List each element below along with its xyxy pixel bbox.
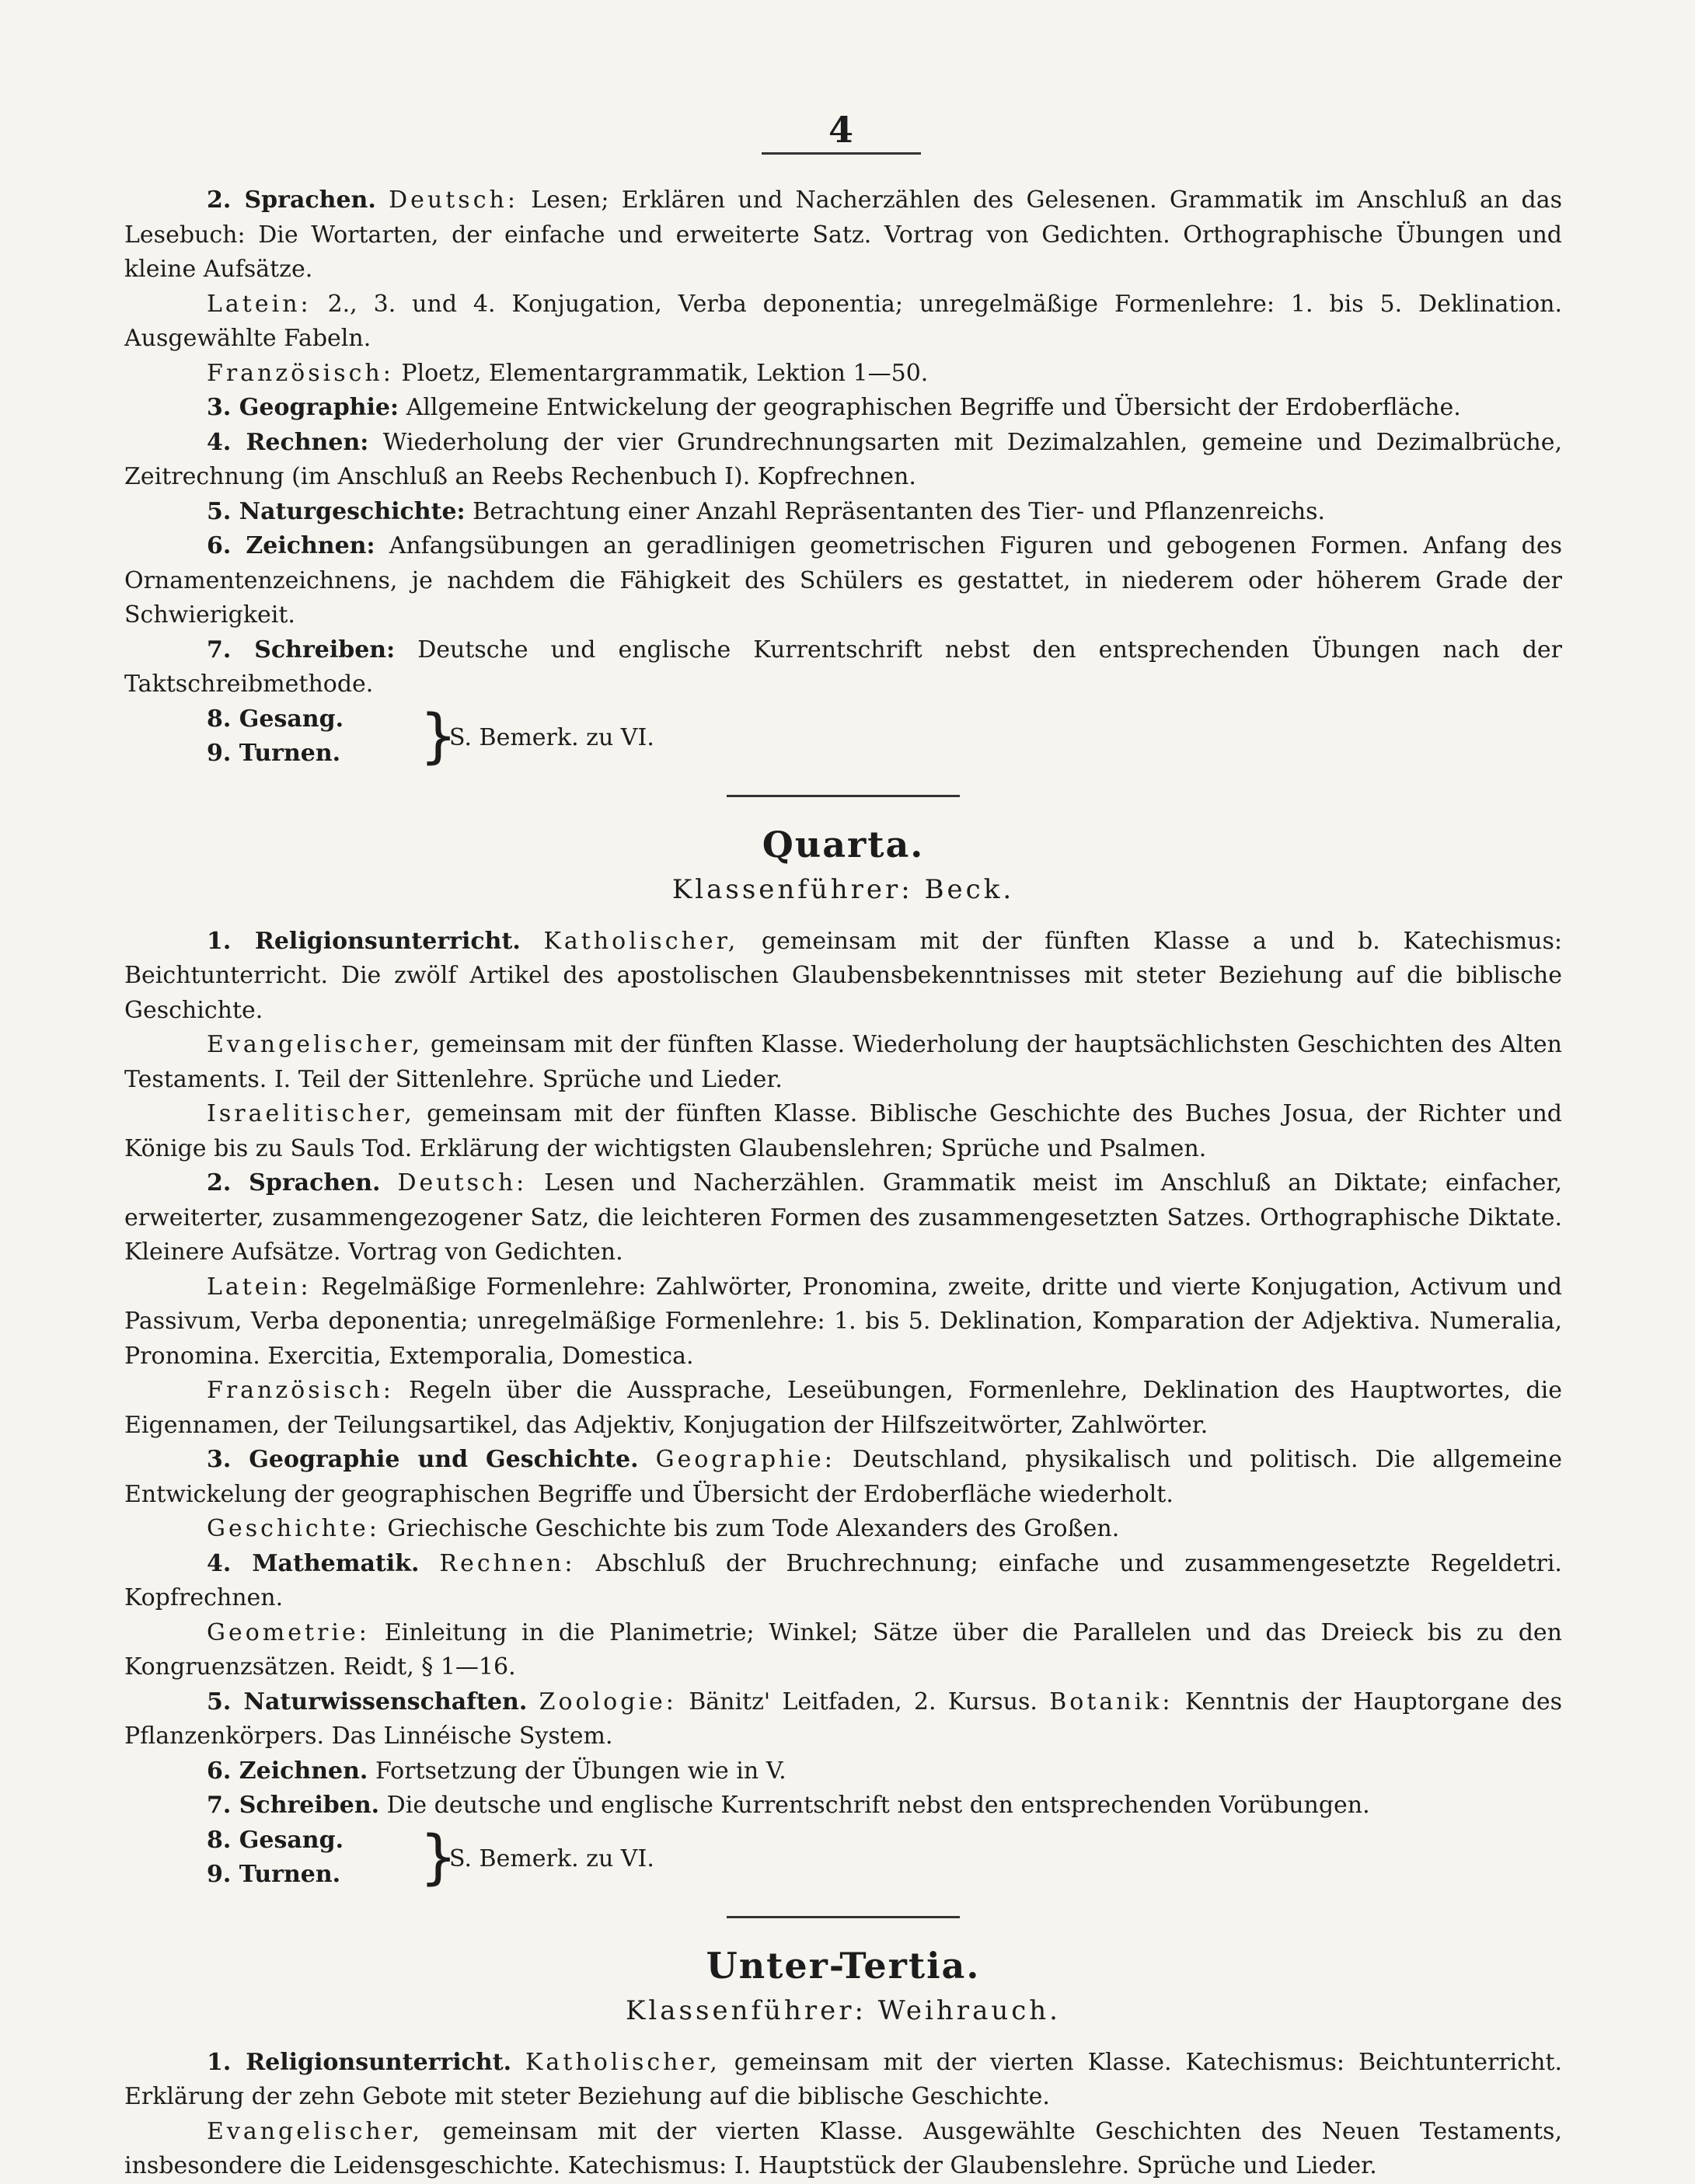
sexta-gesang-turnen	[207, 702, 1562, 772]
sexta-franzoesisch: Französisch: Ploetz, Elementargrammatik, Lektion 1—50.	[207, 359, 929, 387]
page-number: 4	[828, 109, 853, 151]
quarta-gesang-turnen	[207, 1823, 1562, 1893]
turnen-label: 9. Turnen.	[207, 1860, 341, 1888]
sexta-naturgeschichte: 5. Naturgeschichte: Betrachtung einer Anzahl Repräsentanten des Tier- und Pflanzenreichs.	[207, 497, 1326, 525]
quarta-religion-evang: Evangelischer, gemeinsam mit der fünften Klasse. Wiederholung der hauptsächlichsten Geschichten des Alten Testaments. I. Teil der Sittenlehre. Sprüche und Lieder.	[124, 1031, 1562, 1093]
bemerk-note: S. Bemerk. zu VI.	[449, 723, 654, 751]
quarta-franzoesisch: Französisch: Regeln über die Aussprache, Leseübungen, Formenlehre, Deklination des Hauptwortes, die Eigennamen, der Teilungsartikel, das Adjektiv, Konjugation der Hilfszeitwörter, Zahlwörter.	[124, 1377, 1562, 1439]
untertertia-title: Unter-Tertia.	[706, 1944, 981, 1987]
sexta-latein: Latein: 2., 3. und 4. Konjugation, Verba deponentia; unregelmäßige Formenlehre: 1. bis 5. Deklination. Ausgewählte Fabeln.	[124, 290, 1562, 352]
quarta-rechnen: 4. Mathematik. Rechnen: Abschluß der Bruchrechnung; einfache und zusammengesetzte Regeldetri. Kopfrechnen.	[124, 1549, 1562, 1611]
section-divider	[727, 795, 960, 797]
sexta-zeichnen: 6. Zeichnen: Anfangsübungen an geradlinigen geometrischen Figuren und gebogenen Formen. Anfang des Ornamentenzeichnens, je nachdem die Fähigkeit des Schülers es gestattet, in niederem oder höherem Grade der Schwierigkeit.	[124, 532, 1562, 629]
untertertia-religion-evang: Evangelischer, gemeinsam mit der vierten Klasse. Ausgewählte Geschichten des Neuen Testaments, insbesondere die Leidensgeschichte. Katechismus: I. Hauptstück der Glaubenslehre. Sprüche und Lieder.	[124, 2117, 1562, 2179]
quarta-latein: Latein: Regelmäßige Formenlehre: Zahlwörter, Pronomina, zweite, dritte und vierte Konjugation, Activum und Passivum, Verba deponentia; unregelmäßige Formenlehre: 1. bis 5. Deklination, Komparation der Adjektiva. Numeralia, Pronomina. Exercitia, Extemporalia, Domestica.	[124, 1273, 1562, 1370]
brace-icon: }	[420, 1821, 458, 1891]
section-divider	[727, 1916, 960, 1918]
quarta-schreiben: 7. Schreiben. Die deutsche und englische Kurrentschrift nebst den entsprechenden Vorübungen.	[207, 1792, 1370, 1819]
quarta-geschichte: Geschichte: Griechische Geschichte bis zum Tode Alexanders des Großen.	[207, 1515, 1120, 1542]
sexta-sprachen: 2. Sprachen. Deutsch: Lesen; Erklären und Nacherzählen des Gelesenen. Grammatik im Anschluß an das Lesebuch: Die Wortarten, der einfache und erweiterte Satz. Vortrag von Gedichten. Orthographische Übungen und kleine Aufsätze.	[124, 186, 1563, 283]
sexta-rechnen: 4. Rechnen: Wiederholung der vier Grundrechnungsarten mit Dezimalzahlen, gemeine und Dezimalbrüche, Zeitrechnung (im Anschluß an Reebs Rechenbuch I). Kopfrechnen.	[124, 428, 1562, 490]
brace-icon: }	[420, 700, 458, 770]
quarta-naturwissenschaften: 5. Naturwissenschaften. Zoologie: Bänitz' Leitfaden, 2. Kursus. Botanik: Kenntnis der Hauptorgane des Pflanzenkörpers. Das Linnéische System.	[124, 1688, 1562, 1750]
quarta-geometrie: Geometrie: Einleitung in die Planimetrie; Winkel; Sätze über die Parallelen und das Dreieck bis zu den Kongruenzsätzen. Reidt, § 1—16.	[124, 1618, 1562, 1681]
sexta-geographie: 3. Geographie: Allgemeine Entwickelung der geographischen Begriffe und Übersicht der Erdoberfläche.	[207, 394, 1461, 421]
quarta-zeichnen: 6. Zeichnen. Fortsetzung der Übungen wie in V.	[207, 1757, 786, 1785]
quarta-geographie: 3. Geographie und Geschichte. Geographie: Deutschland, physikalisch und politisch. Die allgemeine Entwickelung der geographischen Begriffe und Übersicht der Erdoberfläche wiederholt.	[124, 1446, 1562, 1508]
turnen-label: 9. Turnen.	[207, 739, 341, 767]
quarta-religion-isr: Israelitischer, gemeinsam mit der fünften Klasse. Biblische Geschichte des Buches Josua, der Richter und Könige bis zu Sauls Tod. Erklärung der wichtigsten Glaubenslehren; Sprüche und Psalmen.	[124, 1100, 1562, 1162]
page-content	[124, 183, 1562, 2184]
gesang-label: 8. Gesang.	[207, 1826, 344, 1854]
page-number-rule	[762, 152, 921, 155]
quarta-klassenfuehrer: Klassenführer: Beck.	[671, 873, 1015, 905]
gesang-label: 8. Gesang.	[207, 705, 344, 733]
quarta-deutsch: 2. Sprachen. Deutsch: Lesen und Nacherzählen. Grammatik meist im Anschluß an Diktate; einfacher, erweiterter, zusammengezogener Satz, die leichteren Formen des zusammengesetzten Satzes. Orthographische Diktate. Kleinere Aufsätze. Vortrag von Gedichten.	[124, 1169, 1562, 1266]
bemerk-note: S. Bemerk. zu VI.	[449, 1844, 654, 1872]
sexta-schreiben: 7. Schreiben: Deutsche und englische Kurrentschrift nebst den entsprechenden Übungen nach der Taktschreibmethode.	[124, 636, 1562, 698]
untertertia-religion-kath: 1. Religionsunterricht. Katholischer, gemeinsam mit der vierten Klasse. Katechismus: Beichtunterricht. Erklärung der zehn Gebote mit steter Beziehung auf die biblische Geschichte.	[124, 2048, 1562, 2110]
quarta-religion-kath: 1. Religionsunterricht. Katholischer, gemeinsam mit der fünften Klasse a und b. Katechismus: Beichtunterricht. Die zwölf Artikel des apostolischen Glaubensbekenntnisses mit steter Beziehung auf die biblische Geschichte.	[124, 927, 1562, 1024]
quarta-title: Quarta.	[762, 823, 925, 866]
untertertia-klassenfuehrer: Klassenführer: Weihrauch.	[626, 1994, 1061, 2026]
